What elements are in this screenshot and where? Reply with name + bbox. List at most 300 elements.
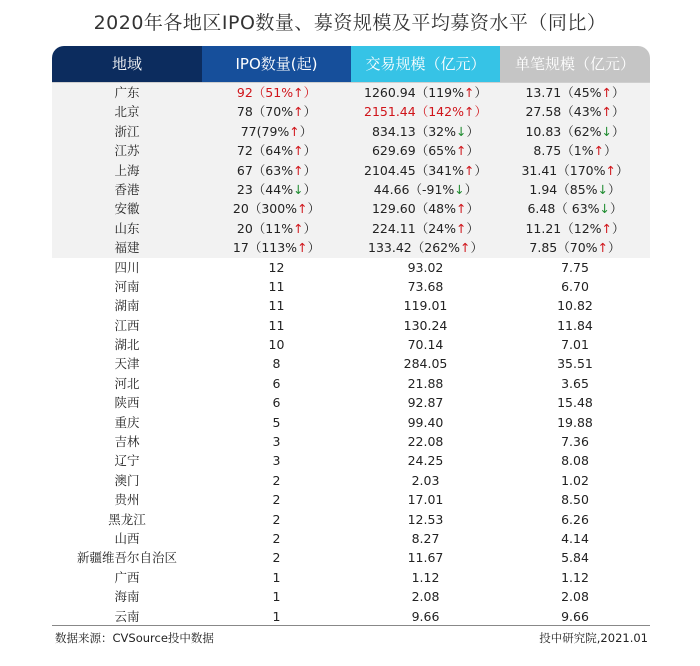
amount-change-close: ）	[474, 104, 487, 120]
avg-value: 7.36	[561, 434, 589, 450]
arrow-up-icon: ↑	[463, 162, 475, 178]
header-avg-size: 单笔规模（亿元）	[500, 46, 650, 82]
avg-value: 3.65	[561, 375, 589, 391]
avg-cell	[500, 161, 650, 180]
amount-value: 99.40	[407, 414, 444, 430]
table-row	[52, 180, 650, 199]
table-row	[52, 141, 650, 160]
region-cell: 黑龙江	[108, 511, 146, 527]
avg-change-close: ）	[608, 181, 621, 197]
region-cell: 新疆维吾尔自治区	[76, 550, 177, 566]
arrow-up-icon: ↑	[601, 85, 613, 100]
table-row	[52, 199, 650, 218]
ipo-cell	[202, 490, 351, 509]
arrow-up-icon: ↑	[293, 104, 304, 120]
ipo-cell	[202, 277, 351, 296]
amount-change-close: ）	[474, 85, 487, 100]
region-cell: 陕西	[114, 395, 140, 411]
amount-change-close: ）	[474, 162, 487, 178]
arrow-up-icon: ↑	[456, 143, 467, 159]
region-cell: 湖南	[114, 298, 140, 314]
ipo-value: 8	[272, 356, 281, 372]
amount-value: 2151.44	[364, 104, 416, 120]
amount-cell	[351, 335, 500, 354]
ipo-change-close: ）	[303, 220, 317, 236]
avg-value: 6.26	[561, 511, 589, 527]
data-source-note: 数据来源：CVSource投中数据	[55, 631, 214, 645]
amount-value: 73.68	[407, 278, 444, 294]
amount-value: 129.60	[371, 201, 416, 217]
avg-value: 6.48	[527, 201, 556, 217]
amount-value: 133.42	[368, 240, 412, 256]
amount-cell	[351, 161, 500, 180]
ipo-value: 2	[272, 472, 281, 488]
region-cell: 广西	[114, 569, 140, 585]
region-cell: 山东	[114, 220, 140, 236]
avg-cell	[500, 568, 650, 587]
amount-value: 2.03	[411, 472, 440, 488]
ipo-value: 20	[232, 201, 249, 217]
amount-change-close: ）	[464, 181, 478, 197]
avg-cell	[500, 122, 650, 141]
ipo-value: 1	[272, 608, 281, 624]
arrow-up-icon: ↑	[456, 201, 467, 217]
region-cell: 澳门	[114, 472, 140, 488]
arrow-up-icon: ↑	[601, 104, 613, 120]
ipo-cell	[202, 471, 351, 490]
region-cell: 山西	[114, 530, 140, 546]
avg-value: 31.41	[521, 162, 558, 178]
avg-change: （70%	[557, 240, 598, 256]
amount-change: （119%	[415, 85, 464, 100]
credit-note: 投中研究院,2021.01	[539, 631, 648, 645]
table-row	[52, 122, 650, 141]
amount-cell	[351, 607, 500, 626]
amount-value: 11.67	[407, 550, 444, 566]
avg-cell	[500, 141, 650, 160]
arrow-down-icon: ↓	[456, 123, 467, 139]
table-row	[52, 374, 650, 393]
avg-cell	[500, 199, 650, 218]
amount-cell	[351, 219, 500, 238]
region-cell: 江西	[114, 317, 140, 333]
avg-change-close: ）	[612, 85, 625, 100]
avg-value: 10.83	[525, 123, 562, 139]
arrow-up-icon: ↑	[297, 240, 308, 256]
avg-cell	[500, 258, 650, 277]
amount-cell	[351, 258, 500, 277]
table-row	[52, 607, 650, 626]
arrow-up-icon: ↑	[297, 201, 308, 217]
ipo-change: （11%	[252, 220, 294, 236]
ipo-value: 5	[272, 414, 281, 430]
amount-cell	[351, 451, 500, 470]
arrow-down-icon: ↓	[599, 201, 611, 217]
chart-title: 2020年各地区IPO数量、募资规模及平均募资水平（同比）	[93, 12, 607, 34]
table-row	[52, 471, 650, 490]
amount-value: 8.27	[411, 530, 440, 546]
ipo-cell	[202, 529, 351, 548]
ipo-cell	[202, 548, 351, 567]
amount-value: 9.66	[411, 608, 440, 624]
arrow-down-icon: ↓	[454, 181, 465, 197]
ipo-cell	[202, 335, 351, 354]
amount-cell	[351, 374, 500, 393]
ipo-value: 2	[272, 550, 281, 566]
ipo-cell	[202, 316, 351, 335]
ipo-change-close: ）	[303, 181, 317, 197]
ipo-cell	[202, 102, 351, 121]
avg-change: （43%	[561, 104, 602, 120]
avg-cell	[500, 529, 650, 548]
avg-cell	[500, 354, 650, 373]
amount-cell	[351, 354, 500, 373]
arrow-up-icon: ↑	[463, 85, 475, 100]
table-row	[52, 587, 650, 606]
region-cell: 福建	[114, 240, 140, 256]
table-row	[52, 548, 650, 567]
avg-change-close: ）	[612, 220, 625, 236]
amount-change: （262%	[411, 240, 460, 256]
avg-value: 11.21	[525, 220, 562, 236]
arrow-up-icon: ↑	[293, 85, 304, 100]
amount-value: 12.53	[407, 511, 444, 527]
amount-cell	[351, 471, 500, 490]
ipo-cell	[202, 180, 351, 199]
table-row	[52, 316, 650, 335]
avg-value: 11.84	[557, 317, 593, 333]
avg-cell	[500, 83, 650, 102]
avg-value: 6.70	[561, 278, 589, 294]
ipo-value: 17	[232, 240, 249, 256]
avg-value: 19.88	[557, 414, 593, 430]
amount-value: 1.12	[411, 569, 440, 585]
table-row	[52, 161, 650, 180]
ipo-change: （63%	[252, 162, 294, 178]
ipo-value: 6	[272, 375, 281, 391]
avg-value: 1.02	[561, 472, 589, 488]
amount-cell	[351, 296, 500, 315]
avg-cell	[500, 316, 650, 335]
ipo-cell	[202, 354, 351, 373]
table-bottom-rule	[52, 625, 650, 626]
table-row	[52, 490, 650, 509]
ipo-value: 20	[236, 220, 253, 236]
ipo-change-close: ）	[307, 201, 321, 217]
ipo-cell	[202, 219, 351, 238]
amount-change: （65%	[415, 143, 457, 159]
amount-value: 224.11	[371, 220, 416, 236]
amount-cell	[351, 587, 500, 606]
table-row	[52, 219, 650, 238]
avg-change-close: ）	[612, 123, 625, 139]
ipo-value: 11	[268, 278, 285, 294]
ipo-cell	[202, 510, 351, 529]
avg-cell	[500, 102, 650, 121]
ipo-value: 11	[268, 317, 285, 333]
header-region: 地域	[52, 46, 202, 82]
table-header	[52, 46, 650, 82]
avg-change-close: ）	[616, 162, 629, 178]
avg-change: （ 63%	[555, 201, 600, 217]
avg-value: 35.51	[557, 356, 593, 372]
arrow-up-icon: ↑	[289, 123, 300, 139]
table-row	[52, 335, 650, 354]
amount-value: 17.01	[407, 492, 444, 508]
avg-change: （1%	[561, 143, 594, 159]
avg-value: 1.12	[561, 569, 589, 585]
ipo-value: 3	[272, 453, 281, 469]
arrow-down-icon: ↓	[293, 181, 304, 197]
ipo-value: 1	[272, 589, 281, 605]
table-row	[52, 529, 650, 548]
avg-cell	[500, 413, 650, 432]
region-cell: 云南	[114, 608, 140, 624]
avg-value: 2.08	[561, 589, 589, 605]
region-cell: 上海	[114, 162, 140, 178]
table-row	[52, 413, 650, 432]
ipo-value: 78	[236, 104, 253, 120]
ipo-value: 72	[236, 143, 253, 159]
region-cell: 香港	[114, 181, 140, 197]
ipo-change: （113%	[248, 240, 298, 256]
amount-value: 44.66	[373, 181, 410, 197]
avg-cell	[500, 451, 650, 470]
ipo-value: 11	[268, 298, 285, 314]
amount-value: 21.88	[407, 375, 444, 391]
amount-cell	[351, 122, 500, 141]
ipo-change-close: ）	[307, 240, 321, 256]
region-cell: 海南	[114, 589, 140, 605]
amount-value: 629.69	[371, 143, 416, 159]
arrow-up-icon: ↑	[597, 240, 609, 256]
avg-cell	[500, 587, 650, 606]
avg-value: 8.08	[561, 453, 589, 469]
amount-change-close: ）	[470, 240, 483, 256]
amount-value: 24.25	[407, 453, 444, 469]
amount-value: 2104.45	[364, 162, 416, 178]
avg-value: 7.85	[529, 240, 558, 256]
region-cell: 安徽	[114, 201, 140, 217]
ipo-cell	[202, 393, 351, 412]
avg-cell	[500, 180, 650, 199]
avg-change: （170%	[557, 162, 606, 178]
region-cell: 湖北	[114, 337, 140, 353]
ipo-cell	[202, 413, 351, 432]
amount-cell	[351, 568, 500, 587]
amount-change: （24%	[415, 220, 457, 236]
ipo-cell	[202, 238, 351, 257]
arrow-up-icon: ↑	[460, 240, 471, 256]
avg-change-close: ）	[604, 143, 617, 159]
data-table	[52, 46, 650, 626]
amount-cell	[351, 277, 500, 296]
ipo-change: （44%	[252, 181, 294, 197]
avg-value: 10.82	[557, 298, 593, 314]
ipo-cell	[202, 122, 351, 141]
arrow-up-icon: ↑	[293, 220, 304, 236]
region-cell: 重庆	[114, 414, 140, 430]
avg-value: 7.01	[561, 337, 589, 353]
table-row	[52, 258, 650, 277]
arrow-down-icon: ↓	[597, 181, 609, 197]
amount-value: 119.01	[403, 298, 448, 314]
avg-cell	[500, 471, 650, 490]
amount-cell	[351, 432, 500, 451]
arrow-up-icon: ↑	[601, 220, 613, 236]
region-cell: 河北	[114, 375, 140, 391]
table-row	[52, 277, 650, 296]
amount-cell	[351, 180, 500, 199]
amount-change: （48%	[415, 201, 457, 217]
ipo-change: (79%	[256, 123, 290, 139]
region-cell: 四川	[114, 259, 140, 275]
region-cell: 河南	[114, 278, 140, 294]
ipo-value: 2	[272, 511, 281, 527]
ipo-change: （51%	[252, 85, 294, 100]
avg-cell	[500, 548, 650, 567]
arrow-up-icon: ↑	[605, 162, 616, 178]
ipo-value: 23	[236, 181, 253, 197]
amount-cell	[351, 102, 500, 121]
table-row	[52, 510, 650, 529]
amount-change: （-91%	[409, 181, 455, 197]
table-row	[52, 354, 650, 373]
avg-value: 13.71	[525, 85, 562, 100]
avg-change: （85%	[557, 181, 598, 197]
amount-cell	[351, 529, 500, 548]
ipo-change-close: ）	[303, 162, 317, 178]
ipo-change-close: ）	[299, 123, 313, 139]
avg-cell	[500, 219, 650, 238]
amount-change-close: ）	[466, 220, 480, 236]
amount-change-close: ）	[466, 123, 480, 139]
arrow-up-icon: ↑	[456, 220, 467, 236]
ipo-cell	[202, 296, 351, 315]
header-amount: 交易规模（亿元）	[351, 46, 500, 82]
region-cell: 辽宁	[114, 453, 140, 469]
region-cell: 贵州	[114, 492, 140, 508]
amount-cell	[351, 83, 500, 102]
amount-value: 93.02	[407, 259, 444, 275]
table-row	[52, 568, 650, 587]
ipo-cell	[202, 83, 351, 102]
ipo-value: 77	[240, 123, 257, 139]
ipo-value: 10	[268, 337, 285, 353]
ipo-cell	[202, 432, 351, 451]
avg-cell	[500, 393, 650, 412]
avg-cell	[500, 296, 650, 315]
amount-cell	[351, 413, 500, 432]
avg-change-close: ）	[608, 240, 621, 256]
avg-change: （12%	[561, 220, 602, 236]
amount-cell	[351, 199, 500, 218]
amount-value: 284.05	[403, 356, 448, 372]
ipo-value: 2	[272, 492, 281, 508]
amount-cell	[351, 490, 500, 509]
amount-value: 92.87	[407, 395, 444, 411]
region-cell: 江苏	[114, 143, 140, 159]
avg-cell	[500, 490, 650, 509]
avg-value: 8.50	[561, 492, 589, 508]
amount-value: 2.08	[411, 589, 440, 605]
ipo-change-close: ）	[303, 85, 317, 100]
ipo-value: 3	[272, 434, 281, 450]
region-cell: 吉林	[114, 434, 140, 450]
amount-cell	[351, 141, 500, 160]
avg-value: 27.58	[525, 104, 562, 120]
avg-change: （62%	[561, 123, 602, 139]
avg-value: 4.14	[561, 530, 589, 546]
region-cell: 天津	[114, 356, 140, 372]
ipo-value: 12	[268, 259, 285, 275]
amount-value: 130.24	[403, 317, 448, 333]
ipo-change: （300%	[248, 201, 298, 217]
ipo-change: （64%	[252, 143, 294, 159]
amount-value: 22.08	[407, 434, 444, 450]
ipo-change-close: ）	[303, 104, 317, 120]
ipo-value: 92	[236, 85, 253, 100]
amount-value: 834.13	[371, 123, 416, 139]
amount-value: 1260.94	[364, 85, 416, 100]
avg-cell	[500, 432, 650, 451]
amount-change-close: ）	[466, 143, 480, 159]
arrow-up-icon: ↑	[293, 162, 304, 178]
ipo-cell	[202, 199, 351, 218]
table-body	[52, 82, 650, 626]
amount-cell	[351, 238, 500, 257]
ipo-cell	[202, 258, 351, 277]
table-row	[52, 238, 650, 257]
ipo-cell	[202, 587, 351, 606]
table-row	[52, 82, 650, 102]
arrow-up-icon: ↑	[293, 143, 304, 159]
avg-cell	[500, 238, 650, 257]
ipo-cell	[202, 568, 351, 587]
ipo-change: （70%	[252, 104, 294, 120]
arrow-down-icon: ↓	[601, 123, 613, 139]
amount-cell	[351, 548, 500, 567]
ipo-cell	[202, 374, 351, 393]
amount-change-close: ）	[466, 201, 480, 217]
ipo-value: 67	[236, 162, 253, 178]
amount-cell	[351, 316, 500, 335]
avg-change-close: ）	[612, 104, 625, 120]
avg-value: 5.84	[561, 550, 589, 566]
ipo-cell	[202, 161, 351, 180]
table-row	[52, 432, 650, 451]
region-cell: 广东	[114, 85, 140, 100]
table-row	[52, 296, 650, 315]
avg-cell	[500, 335, 650, 354]
amount-change: （341%	[415, 162, 464, 178]
table-row	[52, 102, 650, 121]
avg-value: 9.66	[561, 608, 589, 624]
amount-change: （32%	[415, 123, 457, 139]
avg-cell	[500, 510, 650, 529]
avg-value: 7.75	[561, 259, 589, 275]
ipo-cell	[202, 141, 351, 160]
avg-value: 15.48	[557, 395, 593, 411]
region-cell: 北京	[114, 104, 140, 120]
avg-value: 1.94	[529, 181, 558, 197]
avg-change: （45%	[561, 85, 602, 100]
amount-cell	[351, 393, 500, 412]
ipo-cell	[202, 451, 351, 470]
ipo-value: 6	[272, 395, 281, 411]
table-row	[52, 393, 650, 412]
header-ipo-count: IPO数量(起)	[202, 46, 351, 82]
